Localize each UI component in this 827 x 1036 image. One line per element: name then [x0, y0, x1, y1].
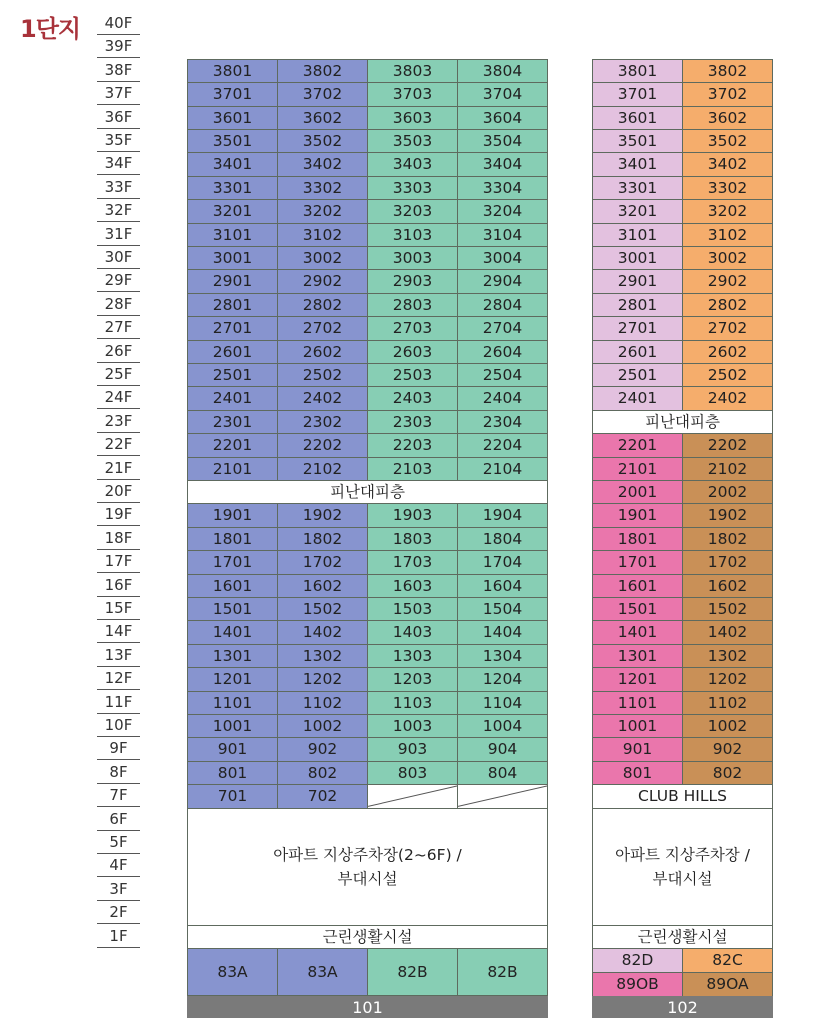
unit-cell[interactable]: 2102 [682, 457, 773, 481]
unit-cell[interactable]: 1601 [187, 574, 278, 598]
unit-cell[interactable]: 3102 [277, 223, 368, 247]
unit-cell[interactable]: 1903 [367, 503, 458, 527]
unit-cell[interactable]: 2201 [592, 433, 683, 457]
floor-label: 15F [97, 597, 140, 620]
unit-cell[interactable]: 3001 [187, 246, 278, 270]
floor-label: 25F [97, 363, 140, 386]
unit-cell[interactable]: 3402 [277, 152, 368, 176]
floor-label: 3F [97, 878, 140, 901]
unit-cell[interactable]: 2903 [367, 269, 458, 293]
unit-cell[interactable]: 1602 [682, 574, 773, 598]
unit-cell[interactable]: 802 [682, 761, 773, 785]
unit-cell[interactable]: 1804 [457, 527, 548, 551]
unit-cell[interactable]: 2001 [592, 480, 683, 504]
unit-cell[interactable]: 2401 [592, 386, 683, 410]
floor-label: 6F [97, 808, 140, 831]
unit-cell[interactable]: 2801 [592, 293, 683, 317]
unit-cell[interactable]: 2901 [592, 269, 683, 293]
unit-cell[interactable]: 1802 [277, 527, 368, 551]
unit-cell[interactable]: 2902 [682, 269, 773, 293]
unit-cell[interactable]: 1104 [457, 691, 548, 715]
unit-cell[interactable]: 803 [367, 761, 458, 785]
unit-cell[interactable]: 3501 [187, 129, 278, 153]
unit-cell[interactable]: 1604 [457, 574, 548, 598]
unit-cell[interactable]: 3801 [187, 59, 278, 83]
unit-cell[interactable]: 2402 [277, 386, 368, 410]
unit-cell[interactable]: 2301 [187, 410, 278, 434]
floor-label: 16F [97, 574, 140, 597]
unit-cell[interactable]: 2602 [682, 340, 773, 364]
floor-label: 9F [97, 737, 140, 760]
unit-cell[interactable]: 2602 [277, 340, 368, 364]
building-label-101: 101 [187, 996, 548, 1018]
unit-cell[interactable]: 3802 [277, 59, 368, 83]
floor-label: 2F [97, 901, 140, 924]
unit-cell[interactable]: 3501 [592, 129, 683, 153]
unit-cell[interactable]: 1801 [187, 527, 278, 551]
unit-cell[interactable]: 2604 [457, 340, 548, 364]
unit-cell[interactable]: 3302 [277, 176, 368, 200]
unit-cell[interactable]: 3604 [457, 106, 548, 130]
floor-label: 22F [97, 433, 140, 456]
unit-cell[interactable]: 3102 [682, 223, 773, 247]
floor-label: 18F [97, 527, 140, 550]
unit-cell[interactable]: 2202 [277, 433, 368, 457]
unit-cell[interactable]: 3701 [187, 82, 278, 106]
unit-cell[interactable]: 2303 [367, 410, 458, 434]
unit-cell[interactable]: 3302 [682, 176, 773, 200]
unit-cell[interactable]: 1101 [592, 691, 683, 715]
unit-cell[interactable]: 1901 [592, 503, 683, 527]
unit-cell[interactable]: 2702 [682, 316, 773, 340]
unit-cell[interactable]: 2703 [367, 316, 458, 340]
unit-cell[interactable]: 1102 [277, 691, 368, 715]
unit-cell[interactable]: 1002 [277, 714, 368, 738]
unit-cell[interactable]: 3104 [457, 223, 548, 247]
floor-label: 24F [97, 386, 140, 409]
unit-cell[interactable]: 901 [187, 737, 278, 761]
unit-cell[interactable]: 3101 [187, 223, 278, 247]
unit-cell[interactable]: 1502 [277, 597, 368, 621]
unit-cell[interactable]: 904 [457, 737, 548, 761]
unit-type-cell: 89OA [682, 972, 773, 997]
unit-cell[interactable]: 2502 [277, 363, 368, 387]
unit-cell[interactable]: 2002 [682, 480, 773, 504]
unit-cell[interactable]: 2404 [457, 386, 548, 410]
unit-cell[interactable]: 3802 [682, 59, 773, 83]
unit-cell[interactable]: 3502 [277, 129, 368, 153]
unit-cell[interactable]: 3601 [592, 106, 683, 130]
unit-cell[interactable]: 3204 [457, 199, 548, 223]
unit-cell[interactable]: 1102 [682, 691, 773, 715]
unit-cell[interactable]: 2802 [682, 293, 773, 317]
floor-label: 23F [97, 410, 140, 433]
floor-label: 1F [97, 925, 140, 948]
parking-facility-block: 아파트 지상주차장(2~6F) / 부대시설 [187, 808, 548, 926]
unit-cell[interactable]: 2702 [277, 316, 368, 340]
retail-label: 근린생활시설 [592, 925, 773, 949]
unit-cell[interactable]: 3602 [277, 106, 368, 130]
unit-cell[interactable]: 3101 [592, 223, 683, 247]
unit-cell[interactable]: 1301 [592, 644, 683, 668]
unit-cell[interactable]: 2102 [277, 457, 368, 481]
unit-cell[interactable]: 1002 [682, 714, 773, 738]
floor-label: 30F [97, 246, 140, 269]
unit-cell[interactable]: 1803 [367, 527, 458, 551]
unit-cell[interactable]: 2304 [457, 410, 548, 434]
floor-label: 28F [97, 293, 140, 316]
unit-cell[interactable]: 1202 [277, 667, 368, 691]
unit-cell[interactable]: 3703 [367, 82, 458, 106]
unit-cell[interactable]: 2901 [187, 269, 278, 293]
unit-cell[interactable]: 1904 [457, 503, 548, 527]
unit-cell[interactable]: 3502 [682, 129, 773, 153]
unit-cell[interactable]: 1401 [592, 620, 683, 644]
unit-cell[interactable]: 701 [187, 784, 278, 808]
unit-cell[interactable]: 1201 [592, 667, 683, 691]
refuge-floor-label: 피난대피층 [592, 410, 773, 434]
unit-cell[interactable]: 3004 [457, 246, 548, 270]
unit-cell[interactable]: 1502 [682, 597, 773, 621]
unit-cell[interactable]: 3704 [457, 82, 548, 106]
floor-label: 12F [97, 667, 140, 690]
unit-cell[interactable]: 2403 [367, 386, 458, 410]
floor-label: 13F [97, 644, 140, 667]
floor-label: 38F [97, 59, 140, 82]
unit-cell[interactable]: 2704 [457, 316, 548, 340]
page-title: 1단지 [20, 15, 81, 43]
unit-type-cell: 82B [367, 948, 458, 996]
floor-label: 34F [97, 152, 140, 175]
unit-cell[interactable]: 1601 [592, 574, 683, 598]
unit-cell[interactable]: 3201 [592, 199, 683, 223]
unit-cell[interactable]: 1703 [367, 550, 458, 574]
unit-cell[interactable]: 3804 [457, 59, 548, 83]
unit-cell[interactable]: 801 [187, 761, 278, 785]
floor-label: 35F [97, 129, 140, 152]
unit-cell[interactable]: 3404 [457, 152, 548, 176]
unit-cell[interactable]: 902 [277, 737, 368, 761]
unit-cell[interactable]: 1401 [187, 620, 278, 644]
unit-cell[interactable]: 3003 [367, 246, 458, 270]
unit-cell[interactable]: 3801 [592, 59, 683, 83]
floor-label: 5F [97, 831, 140, 854]
unit-cell[interactable]: 1302 [682, 644, 773, 668]
unit-cell[interactable]: 1101 [187, 691, 278, 715]
parking-facility-block: 아파트 지상주차장 / 부대시설 [592, 808, 773, 926]
floor-label: 8F [97, 761, 140, 784]
unit-cell[interactable]: 3602 [682, 106, 773, 130]
unit-cell[interactable]: 3201 [187, 199, 278, 223]
unit-cell[interactable]: 2503 [367, 363, 458, 387]
unit-cell[interactable]: 3202 [277, 199, 368, 223]
unit-cell[interactable]: 1504 [457, 597, 548, 621]
unit-cell[interactable]: 2202 [682, 433, 773, 457]
unit-type-cell: 89OB [592, 972, 683, 997]
unit-cell[interactable]: 702 [277, 784, 368, 808]
unit-cell[interactable]: 2101 [187, 457, 278, 481]
unit-cell[interactable]: 2601 [187, 340, 278, 364]
retail-label: 근린생활시설 [187, 925, 548, 949]
unit-type-cell: 83A [277, 948, 368, 996]
unit-cell[interactable]: 2803 [367, 293, 458, 317]
unit-cell[interactable]: 2801 [187, 293, 278, 317]
unit-cell[interactable]: 3301 [187, 176, 278, 200]
floor-label: 19F [97, 503, 140, 526]
unit-cell[interactable]: 3202 [682, 199, 773, 223]
unit-cell[interactable]: 2402 [682, 386, 773, 410]
unit-cell[interactable]: 3301 [592, 176, 683, 200]
unit-cell[interactable]: 3601 [187, 106, 278, 130]
floor-label: 4F [97, 854, 140, 877]
unit-cell[interactable]: 1403 [367, 620, 458, 644]
floor-label: 31F [97, 223, 140, 246]
unit-cell[interactable]: 3504 [457, 129, 548, 153]
unit-cell[interactable]: 1304 [457, 644, 548, 668]
unit-cell[interactable]: 901 [592, 737, 683, 761]
unit-cell[interactable]: 2501 [592, 363, 683, 387]
unit-cell[interactable]: 2103 [367, 457, 458, 481]
unit-cell[interactable]: 3702 [277, 82, 368, 106]
unit-cell[interactable]: 1402 [682, 620, 773, 644]
unit-cell[interactable]: 804 [457, 761, 548, 785]
unit-type-cell: 82D [592, 948, 683, 973]
unit-cell[interactable]: 3203 [367, 199, 458, 223]
unit-cell[interactable]: 1301 [187, 644, 278, 668]
unit-cell[interactable]: 2802 [277, 293, 368, 317]
unit-cell[interactable]: 902 [682, 737, 773, 761]
unit-cell[interactable]: 3701 [592, 82, 683, 106]
unit-cell[interactable]: 1902 [682, 503, 773, 527]
unit-cell[interactable]: 2904 [457, 269, 548, 293]
floor-label: 40F [97, 12, 140, 35]
unit-cell[interactable]: 2701 [592, 316, 683, 340]
floor-label: 21F [97, 457, 140, 480]
unit-cell[interactable]: 3401 [187, 152, 278, 176]
unit-cell[interactable]: 1801 [592, 527, 683, 551]
unit-cell[interactable]: 1602 [277, 574, 368, 598]
unit-cell[interactable]: 903 [367, 737, 458, 761]
unit-cell[interactable]: 3002 [277, 246, 368, 270]
unit-cell[interactable]: 1501 [187, 597, 278, 621]
unit-cell[interactable]: 1704 [457, 550, 548, 574]
unit-cell[interactable]: 3001 [592, 246, 683, 270]
unit-type-cell: 82B [457, 948, 548, 996]
unit-cell[interactable]: 2701 [187, 316, 278, 340]
floor-label: 27F [97, 316, 140, 339]
clubhouse-label: CLUB HILLS [592, 784, 773, 808]
unit-cell[interactable]: 2104 [457, 457, 548, 481]
unit-cell[interactable]: 1603 [367, 574, 458, 598]
unit-cell[interactable]: 3803 [367, 59, 458, 83]
unit-cell[interactable]: 2501 [187, 363, 278, 387]
unit-cell[interactable]: 1201 [187, 667, 278, 691]
unit-cell[interactable]: 1004 [457, 714, 548, 738]
unit-cell[interactable]: 2302 [277, 410, 368, 434]
unit-cell[interactable]: 1802 [682, 527, 773, 551]
floor-label: 36F [97, 106, 140, 129]
empty-unit-cell [457, 784, 548, 808]
unit-cell[interactable]: 1702 [682, 550, 773, 574]
unit-cell[interactable]: 1701 [187, 550, 278, 574]
unit-cell[interactable]: 3103 [367, 223, 458, 247]
unit-cell[interactable]: 802 [277, 761, 368, 785]
unit-cell[interactable]: 1302 [277, 644, 368, 668]
unit-cell[interactable]: 1901 [187, 503, 278, 527]
unit-cell[interactable]: 1402 [277, 620, 368, 644]
unit-type-cell: 82C [682, 948, 773, 973]
unit-cell[interactable]: 1701 [592, 550, 683, 574]
floor-label: 11F [97, 691, 140, 714]
unit-cell[interactable]: 3503 [367, 129, 458, 153]
refuge-floor-label: 피난대피층 [187, 480, 548, 504]
floor-label: 17F [97, 550, 140, 573]
floor-label: 26F [97, 340, 140, 363]
unit-cell[interactable]: 2502 [682, 363, 773, 387]
unit-cell[interactable]: 1303 [367, 644, 458, 668]
floor-label: 20F [97, 480, 140, 503]
floor-label: 14F [97, 620, 140, 643]
floor-label: 33F [97, 176, 140, 199]
unit-cell[interactable]: 2201 [187, 433, 278, 457]
unit-cell[interactable]: 1001 [592, 714, 683, 738]
floor-label: 10F [97, 714, 140, 737]
floor-label: 39F [97, 35, 140, 58]
unit-cell[interactable]: 3401 [592, 152, 683, 176]
unit-cell[interactable]: 1404 [457, 620, 548, 644]
unit-cell[interactable]: 3303 [367, 176, 458, 200]
empty-unit-cell [367, 784, 458, 808]
unit-type-cell: 83A [187, 948, 278, 996]
unit-cell[interactable]: 2902 [277, 269, 368, 293]
floor-label: 7F [97, 784, 140, 807]
unit-cell[interactable]: 2204 [457, 433, 548, 457]
unit-cell[interactable]: 1501 [592, 597, 683, 621]
unit-cell[interactable]: 2504 [457, 363, 548, 387]
unit-cell[interactable]: 1003 [367, 714, 458, 738]
unit-cell[interactable]: 1204 [457, 667, 548, 691]
unit-cell[interactable]: 2101 [592, 457, 683, 481]
unit-cell[interactable]: 1702 [277, 550, 368, 574]
unit-cell[interactable]: 1001 [187, 714, 278, 738]
unit-cell[interactable]: 1103 [367, 691, 458, 715]
unit-cell[interactable]: 2804 [457, 293, 548, 317]
unit-cell[interactable]: 3402 [682, 152, 773, 176]
building-label-102: 102 [592, 996, 773, 1018]
floor-label: 32F [97, 199, 140, 222]
unit-cell[interactable]: 3304 [457, 176, 548, 200]
unit-cell[interactable]: 2203 [367, 433, 458, 457]
unit-cell[interactable]: 2601 [592, 340, 683, 364]
unit-cell[interactable]: 2603 [367, 340, 458, 364]
floor-label: 29F [97, 269, 140, 292]
unit-cell[interactable]: 1203 [367, 667, 458, 691]
unit-cell[interactable]: 3702 [682, 82, 773, 106]
unit-cell[interactable]: 3002 [682, 246, 773, 270]
unit-cell[interactable]: 3403 [367, 152, 458, 176]
unit-cell[interactable]: 2401 [187, 386, 278, 410]
unit-cell[interactable]: 801 [592, 761, 683, 785]
unit-cell[interactable]: 1902 [277, 503, 368, 527]
unit-cell[interactable]: 3603 [367, 106, 458, 130]
unit-cell[interactable]: 1202 [682, 667, 773, 691]
unit-cell[interactable]: 1503 [367, 597, 458, 621]
floor-label: 37F [97, 82, 140, 105]
